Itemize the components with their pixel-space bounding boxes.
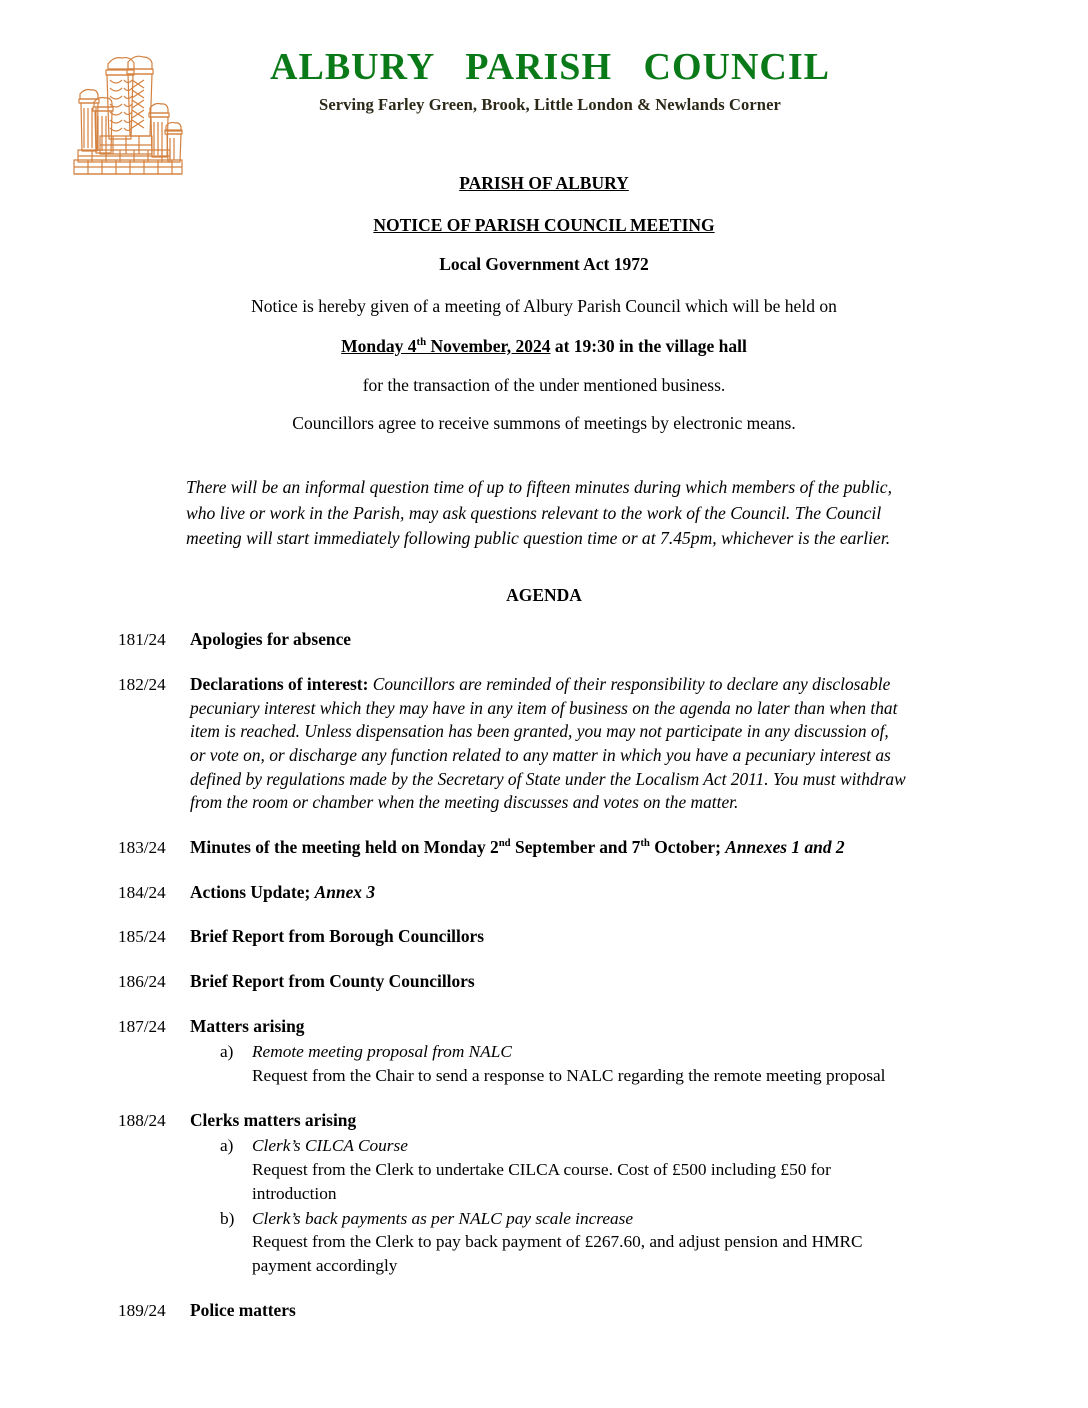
agenda-subitem-content <box>252 1207 908 1278</box>
agenda-item-number: 185/24 <box>118 927 166 947</box>
summons-line: Councillors agree to receive summons of meetings by electronic means. <box>292 412 796 433</box>
agenda-subitem-title: Clerk’s back payments as per NALC pay scale increase <box>252 1208 634 1228</box>
agenda-item-body <box>190 628 898 652</box>
agenda-item-title: Declarations of interest: <box>190 674 369 695</box>
agenda-item-title: Brief Report from Borough Councillors <box>190 926 485 947</box>
agenda-subitem-title: Remote meeting proposal from NALC <box>252 1042 512 1062</box>
agenda-subitem-list <box>190 1040 908 1087</box>
document-masthead <box>0 0 1088 150</box>
public-question-time-paragraph: There will be an informal question time of up to fifteen minutes during which members of the public, who live or work in the Parish, may ask questions relevant to the work of the Council. The Council meeting will start immediately following public question time or at 7.45pm, whichever is the earlier. <box>186 477 892 549</box>
agenda-item-title: Matters arising <box>190 1015 305 1036</box>
minutes-title-part3: October; <box>649 837 726 858</box>
agenda-item-body <box>190 1299 898 1323</box>
agenda-item-title: Police matters <box>190 1299 296 1320</box>
agenda-list <box>0 628 1088 1322</box>
minutes-ordinal-september: nd <box>498 837 511 850</box>
minutes-title-part1: Minutes of the meeting held on Monday 2 <box>190 837 499 858</box>
agenda-item-body <box>190 1109 908 1278</box>
agenda-subitem-title: Clerk’s CILCA Course <box>252 1136 408 1156</box>
agenda-item-number: 183/24 <box>118 838 166 858</box>
council-title: ALBURY PARISH COUNCIL <box>270 46 830 88</box>
agenda-item-182 <box>0 673 1088 815</box>
agenda-item-body <box>190 673 908 815</box>
agenda-item-number: 181/24 <box>118 630 166 650</box>
agenda-subitem-marker: b) <box>220 1208 235 1228</box>
agenda-subitem-marker: a) <box>220 1042 234 1062</box>
meeting-time-venue: at 19:30 in the village hall <box>550 335 747 356</box>
agenda-item-number: 189/24 <box>118 1300 166 1320</box>
minutes-title-part2: September and 7 <box>510 837 641 858</box>
meeting-date-underlined <box>341 336 550 356</box>
agenda-item-title: Apologies for absence <box>190 629 352 650</box>
agenda-item-number: 186/24 <box>118 972 166 992</box>
agenda-item-184 <box>0 881 1088 905</box>
agenda-item-186 <box>0 970 1088 994</box>
agenda-heading: AGENDA <box>506 585 582 606</box>
albury-chimneys-logo-icon <box>62 36 192 186</box>
meeting-date-line <box>0 335 1088 359</box>
agenda-item-187 <box>0 1015 1088 1088</box>
agenda-item-188 <box>0 1109 1088 1278</box>
agenda-item-annex-reference: Annex 3 <box>314 881 376 902</box>
council-subtitle: Serving Farley Green, Brook, Little London & Newlands Corner <box>319 94 781 114</box>
agenda-subitem <box>220 1207 908 1278</box>
agenda-subitem-content <box>252 1040 908 1087</box>
agenda-subitem <box>220 1040 908 1087</box>
agenda-item-declaration-text: Councillors are reminded of their responsibility to declare any disclosable pecuniary interest which they may have in any item of business on the agenda no later than when that item is reached. Unless dispensation has been granted, you may not participate in any discussion of, or vote on, or discharge any function related to any matter in which you have a pecuniary interest as defined by regulations made by the Secretary of State under the Localism Act 2011. You must withdraw from the room or chamber when the meeting discusses and votes on the matter. <box>190 674 906 813</box>
agenda-item-title: Actions Update; <box>190 881 315 902</box>
meeting-notice-heading: NOTICE OF PARISH COUNCIL MEETING <box>373 214 715 235</box>
agenda-item-annex-reference: Annexes 1 and 2 <box>725 837 845 858</box>
agenda-item-183 <box>0 836 1088 860</box>
agenda-subitem-description: Request from the Clerk to undertake CILCA course. Cost of £500 including £50 for introduction <box>252 1160 831 1203</box>
council-title-block <box>200 48 900 115</box>
agenda-subitem-content <box>252 1134 908 1205</box>
notice-block <box>0 172 1088 435</box>
agenda-item-181 <box>0 628 1088 652</box>
transaction-line: for the transaction of the under mentioned business. <box>362 375 726 396</box>
agenda-item-number: 188/24 <box>118 1110 166 1130</box>
agenda-subitem-list <box>190 1134 908 1277</box>
minutes-ordinal-october: th <box>640 837 650 850</box>
agenda-item-number: 184/24 <box>118 882 166 902</box>
agenda-item-body <box>190 1015 908 1088</box>
agenda-subitem-marker: a) <box>220 1136 234 1156</box>
agenda-item-body <box>190 970 898 994</box>
local-government-act-heading: Local Government Act 1972 <box>439 254 649 275</box>
agenda-item-body <box>190 881 898 905</box>
meeting-date-ordinal: th <box>416 335 427 348</box>
parish-heading: PARISH OF ALBURY <box>459 173 629 193</box>
agenda-item-number: 187/24 <box>118 1016 166 1036</box>
agenda-subitem-description: Request from the Clerk to pay back payment of £267.60, and adjust pension and HMRC payment accordingly <box>252 1232 863 1275</box>
agenda-item-title: Clerks matters arising <box>190 1109 357 1130</box>
agenda-subitem-description: Request from the Chair to send a response to NALC regarding the remote meeting proposal <box>252 1066 886 1086</box>
meeting-date-rest: November, 2024 <box>426 335 551 356</box>
agenda-item-185 <box>0 925 1088 949</box>
meeting-date-day: Monday 4 <box>341 335 417 356</box>
agenda-item-title: Brief Report from County Councillors <box>190 971 475 992</box>
agenda-item-number: 182/24 <box>118 675 166 695</box>
notice-given-line: Notice is hereby given of a meeting of Albury Parish Council which will be held on <box>251 295 837 316</box>
agenda-item-body <box>190 836 908 860</box>
agenda-item-body <box>190 925 898 949</box>
agenda-subitem <box>220 1134 908 1205</box>
agenda-item-189 <box>0 1299 1088 1323</box>
agenda-item-title <box>190 837 725 857</box>
